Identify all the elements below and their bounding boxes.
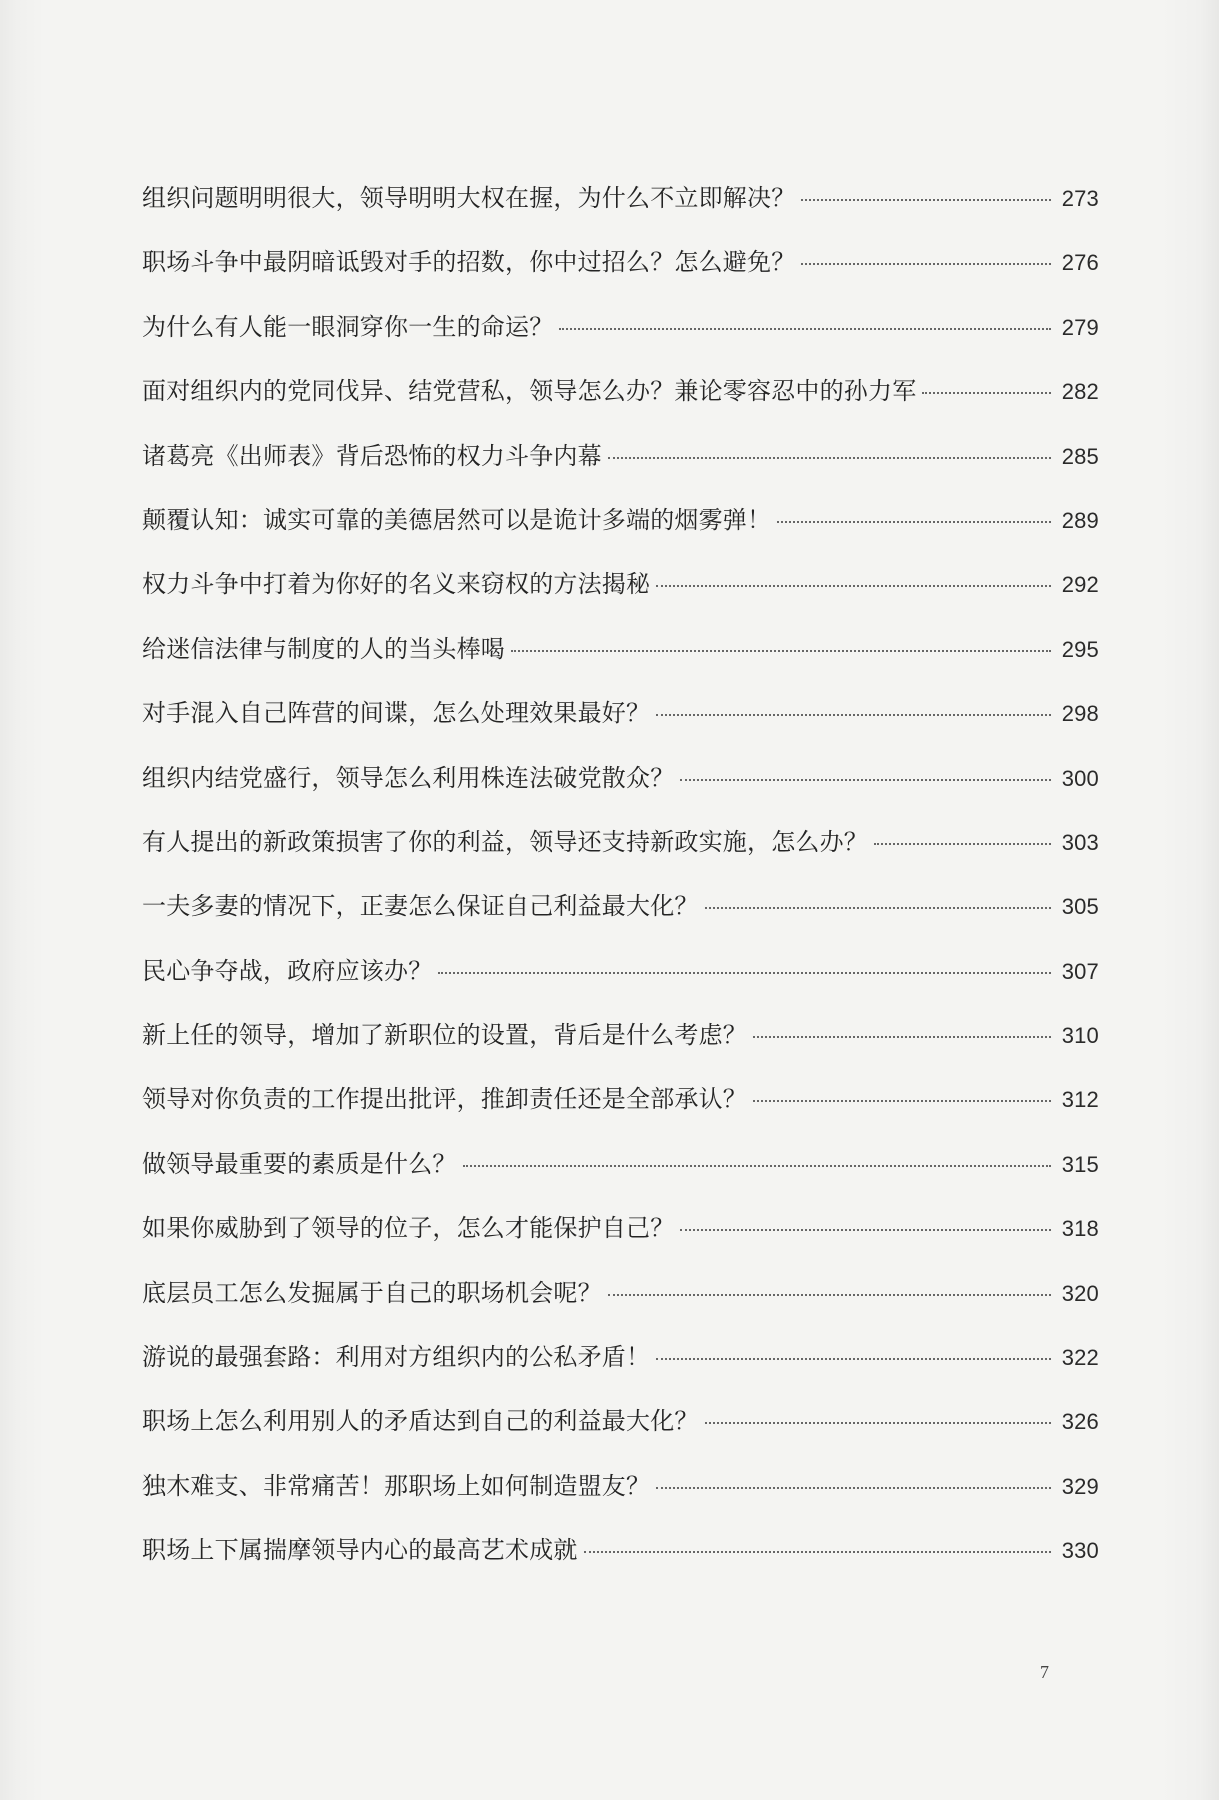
toc-dot-leader (559, 328, 1051, 330)
toc-dot-leader (801, 199, 1051, 201)
toc-entry-title: 底层员工怎么发掘属于自己的职场机会呢？ (142, 1278, 602, 1307)
toc-entry-title: 如果你威胁到了领导的位子，怎么才能保护自己？ (142, 1214, 675, 1243)
toc-entry-page: 318 (1061, 1216, 1099, 1242)
toc-entry-title: 颠覆认知：诚实可靠的美德居然可以是诡计多端的烟雾弹！ (142, 505, 772, 534)
toc-entry-page: 285 (1061, 443, 1099, 469)
toc-entry-title: 独木难支、非常痛苦！那职场上如何制造盟友？ (142, 1471, 651, 1500)
toc-dot-leader (777, 521, 1051, 523)
toc-dot-leader (438, 972, 1051, 974)
toc-dot-leader (705, 1422, 1051, 1424)
toc-dot-leader (656, 585, 1051, 587)
toc-entry-page: 315 (1061, 1151, 1099, 1177)
toc-entry[interactable] (142, 1084, 1099, 1148)
toc-entry-page: 310 (1061, 1023, 1099, 1049)
toc-dot-leader (608, 1294, 1051, 1296)
toc-entry-page: 300 (1061, 765, 1099, 791)
toc-entry[interactable] (142, 634, 1099, 698)
toc-entry-page: 295 (1061, 636, 1099, 662)
toc-entry[interactable] (142, 312, 1099, 376)
toc-dot-leader (680, 1229, 1051, 1231)
toc-dot-leader (680, 779, 1051, 781)
toc-entry-page: 305 (1061, 894, 1099, 920)
page-number: 7 (1040, 1662, 1049, 1682)
toc-entry[interactable] (142, 1213, 1099, 1277)
toc-entry[interactable] (142, 505, 1099, 569)
toc-entry[interactable] (142, 1020, 1099, 1084)
toc-dot-leader (753, 1036, 1051, 1038)
toc-entry-title: 新上任的领导，增加了新职位的设置，背后是什么考虑？ (142, 1021, 747, 1050)
toc-entry-title: 面对组织内的党同伐异、结党营私，领导怎么办？兼论零容忍中的孙力军 (142, 377, 917, 406)
toc-entry[interactable] (142, 247, 1099, 311)
toc-entry[interactable] (142, 1471, 1099, 1535)
toc-entry-page: 273 (1061, 186, 1099, 211)
toc-entry-title: 对手混入自己阵营的间谍，怎么处理效果最好？ (142, 699, 651, 728)
toc-entry-page: 320 (1061, 1280, 1099, 1306)
toc-entry[interactable] (142, 1278, 1099, 1342)
toc-entry-title: 职场上下属揣摩领导内心的最高艺术成就 (142, 1536, 578, 1565)
toc-dot-leader (608, 457, 1051, 459)
toc-entry-title: 组织内结党盛行，领导怎么利用株连法破党散众？ (142, 763, 675, 792)
toc-dot-leader (705, 907, 1051, 909)
toc-entry-title: 为什么有人能一眼洞穿你一生的命运？ (142, 312, 554, 341)
toc-entry-page: 307 (1061, 958, 1099, 984)
toc-entry-page: 329 (1061, 1473, 1099, 1499)
toc-dot-leader (753, 1100, 1051, 1102)
toc-entry[interactable] (142, 891, 1099, 955)
toc-entry-page: 276 (1061, 250, 1099, 276)
toc-entry-page: 292 (1061, 572, 1099, 598)
toc-entry[interactable] (142, 1342, 1099, 1406)
toc-entry[interactable] (142, 763, 1099, 827)
toc-entry-page: 298 (1061, 701, 1099, 727)
toc-dot-leader (511, 650, 1051, 652)
toc-entry-page: 326 (1061, 1409, 1099, 1435)
toc-entry-title: 组织问题明明很大，领导明明大权在握，为什么不立即解决？ (142, 184, 796, 212)
toc-entry[interactable] (142, 1535, 1099, 1599)
toc-entry-page: 303 (1061, 829, 1099, 855)
toc-dot-leader (874, 843, 1051, 845)
toc-dot-leader (656, 1487, 1051, 1489)
toc-entry[interactable] (142, 441, 1099, 505)
toc-entry[interactable] (142, 569, 1099, 633)
toc-entry-page: 330 (1061, 1538, 1099, 1564)
toc-entry-title: 权力斗争中打着为你好的名义来窃权的方法揭秘 (142, 570, 651, 599)
toc-entry[interactable] (142, 827, 1099, 891)
toc-entry-page: 279 (1061, 314, 1099, 340)
toc-entry[interactable] (142, 183, 1099, 247)
toc-entry-title: 诸葛亮《出师表》背后恐怖的权力斗争内幕 (142, 441, 602, 470)
toc-entry[interactable] (142, 698, 1099, 762)
toc-entry-title: 领导对你负责的工作提出批评，推卸责任还是全部承认？ (142, 1085, 747, 1114)
toc-dot-leader (656, 714, 1051, 716)
toc-entry[interactable] (142, 1406, 1099, 1470)
toc-entry[interactable] (142, 1149, 1099, 1213)
toc-entry-title: 游说的最强套路：利用对方组织内的公私矛盾！ (142, 1343, 651, 1372)
toc-entry[interactable] (142, 376, 1099, 440)
toc-entry-page: 312 (1061, 1087, 1099, 1113)
table-of-contents (142, 183, 1099, 1600)
toc-dot-leader (656, 1358, 1051, 1360)
toc-dot-leader (922, 392, 1051, 394)
toc-entry-title: 职场斗争中最阴暗诋毁对手的招数，你中过招么？怎么避免？ (142, 248, 796, 277)
toc-entry-title: 职场上怎么利用别人的矛盾达到自己的利益最大化？ (142, 1407, 699, 1436)
toc-entry-title: 民心争夺战，政府应该办？ (142, 956, 433, 985)
toc-entry-page: 289 (1061, 507, 1099, 533)
toc-dot-leader (584, 1551, 1051, 1553)
toc-entry-title: 有人提出的新政策损害了你的利益，领导还支持新政实施，怎么办？ (142, 827, 868, 856)
toc-entry-title: 一夫多妻的情况下，正妻怎么保证自己利益最大化？ (142, 892, 699, 921)
toc-entry-title: 给迷信法律与制度的人的当头棒喝 (142, 634, 505, 663)
toc-dot-leader (463, 1165, 1051, 1167)
toc-entry-title: 做领导最重要的素质是什么？ (142, 1149, 457, 1178)
toc-entry[interactable] (142, 956, 1099, 1020)
toc-dot-leader (801, 263, 1051, 265)
toc-entry-page: 322 (1061, 1345, 1099, 1371)
toc-entry-page: 282 (1061, 379, 1099, 405)
